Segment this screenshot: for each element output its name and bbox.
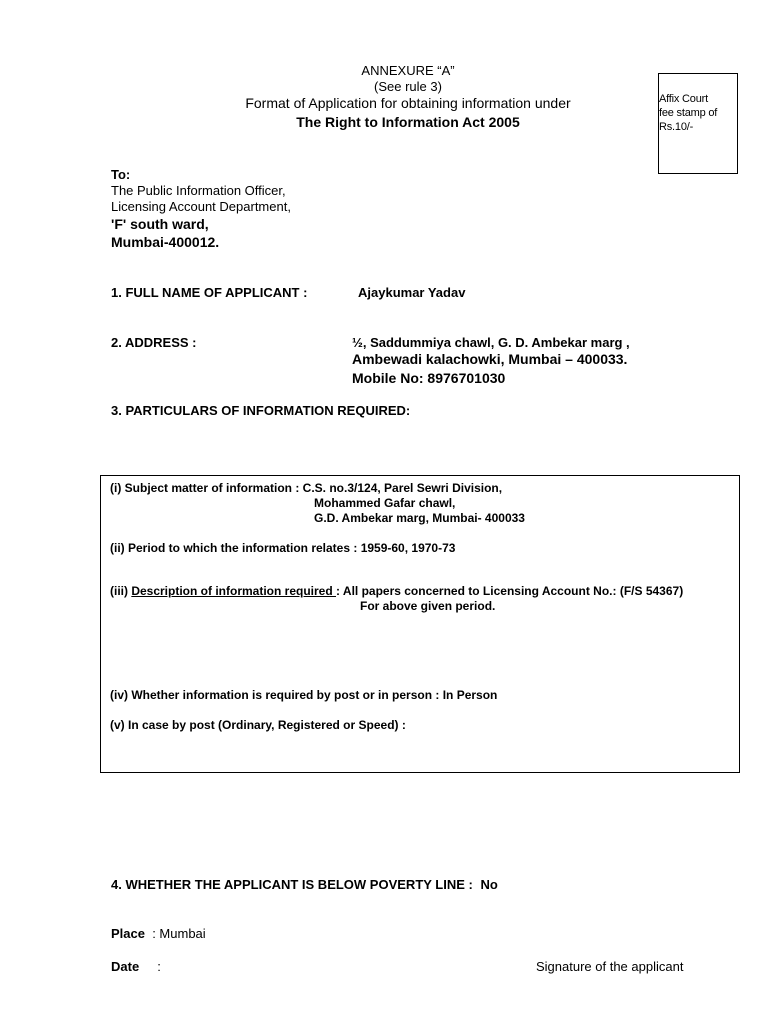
description-value: : All papers concerned to Licensing Account No.: (F/S 54367) xyxy=(336,584,684,598)
stamp-line-3: Rs.10/- xyxy=(659,121,694,133)
stamp-line-1: Affix Court xyxy=(659,93,708,105)
particulars-box xyxy=(100,475,740,773)
act-title: The Right to Information Act 2005 xyxy=(296,114,520,130)
subject-line-3: G.D. Ambekar marg, Mumbai- 400033 xyxy=(314,511,525,525)
address-label: 2. ADDRESS : xyxy=(111,335,197,350)
signature-label: Signature of the applicant xyxy=(536,959,684,974)
poverty-value: No xyxy=(480,877,498,892)
to-line-4: Mumbai-400012. xyxy=(111,234,220,250)
particulars-heading: 3. PARTICULARS OF INFORMATION REQUIRED: xyxy=(111,403,411,418)
mode-line: (iv) Whether information is required by post or in person : In Person xyxy=(110,688,498,702)
description-line-2: For above given period. xyxy=(360,599,496,613)
address-line-1: ½, Saddummiya chawl, G. D. Ambekar marg , xyxy=(352,335,630,350)
to-line-2: Licensing Account Department, xyxy=(111,199,291,214)
period-line: (ii) Period to which the information relates : 1959-60, 1970-73 xyxy=(110,541,456,555)
to-label: To: xyxy=(111,167,131,182)
description-line: (iii) Description of information required : All papers concerned to Licensing Account No.: (F/S 54367) xyxy=(110,584,684,598)
mobile-number: Mobile No: 8976701030 xyxy=(352,370,506,386)
to-line-1: The Public Information Officer, xyxy=(111,183,286,198)
description-label: Description of information required xyxy=(131,584,337,598)
applicant-name-value: Ajaykumar Yadav xyxy=(358,285,466,300)
address-line-2: Ambewadi kalachowki, Mumbai – 400033. xyxy=(352,351,628,367)
poverty-line xyxy=(111,877,498,892)
court-fee-stamp-box xyxy=(658,73,738,174)
subject-line-2: Mohammed Gafar chawl, xyxy=(314,496,456,510)
place-label: Place xyxy=(111,926,145,941)
subject-label: (i) Subject matter of information : C.S. no.3/124, Parel Sewri Division, xyxy=(110,481,503,495)
date-line xyxy=(111,959,161,974)
subject-line-1: C.S. no.3/124, Parel Sewri Division, xyxy=(302,481,503,495)
place-line xyxy=(111,926,206,941)
to-line-3: 'F' south ward, xyxy=(111,216,209,232)
rule-reference: (See rule 3) xyxy=(374,79,442,94)
place-value: : Mumbai xyxy=(144,926,206,941)
poverty-label: 4. WHETHER THE APPLICANT IS BELOW POVERTY LINE : xyxy=(111,877,473,892)
post-line: (v) In case by post (Ordinary, Registered or Speed) : xyxy=(110,718,406,732)
annexure-title: ANNEXURE “A” xyxy=(361,63,455,78)
date-value: : xyxy=(139,959,161,974)
date-label: Date xyxy=(111,959,140,974)
stamp-line-2: fee stamp of xyxy=(659,107,718,119)
applicant-name-label: 1. FULL NAME OF APPLICANT : xyxy=(111,285,308,300)
format-line: Format of Application for obtaining information under xyxy=(245,95,571,111)
